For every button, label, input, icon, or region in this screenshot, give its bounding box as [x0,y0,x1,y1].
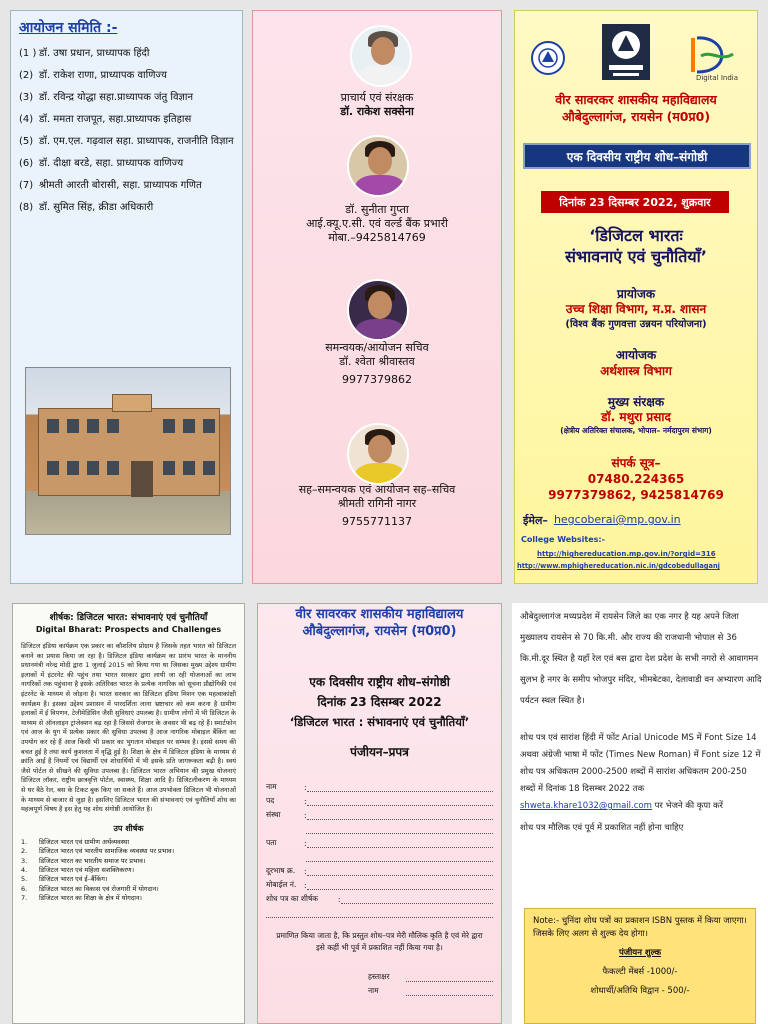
about-town: औबेदुल्लागंज मध्यप्रदेश में रायसेन जिले का एक नगर है यह अपने जिला मुख्यालय रायसेन से 70 कि.मी. और राज्य की राजधानी भोपाल से 36 कि.मी.दूर स्थित है यहाँ रेल एवं बस द्वारा देश प्रदेश के सभी नगरो से आवागमन सुलभ है नगर के समीप भोजपुर मंदिर, भीमबेटका, देलावाडी वन अभ्यारण आदि पर्यटन स्थल स्थित है। [520,612,762,706]
fee-scholar: शोधार्थी/अतिथि विद्वान - 500/- [590,986,690,996]
committee-list [19,47,236,214]
list-item: (8) डॉ. सुमित सिंह, क्रीडा अधिकारी [19,202,154,213]
cover-panel [514,10,758,584]
coordinator-name: डॉ. श्वेता श्रीवास्तव [339,355,415,368]
college-name: वीर सावरकर शासकीय महाविद्यालय [555,92,717,107]
mobile-field[interactable]: मोबाईल नं. : [266,876,493,890]
list-item: (6) डॉ. दीक्षा बरडे, सहा. प्राध्यापक वाणिज्य [19,158,184,169]
originality-note: शोध पत्र मौलिक एवं पूर्व में प्रकाशित नहीं होना चाहिए [520,823,684,833]
list-item: 6. डिजिटल भारत का विकास एवं रोजगारी में योगदान। [21,884,159,893]
websites-label: College Websites:- [521,535,605,544]
form-title: पंजीयन–प्रपत्र [350,745,409,759]
iqac-name: डॉ. सुनीता गुप्ता [345,203,409,216]
list-item: 7. डिजिटल भारत का शिक्षा के क्षेत्र में योगदान। [21,894,142,903]
college-location: औबेदुल्लागंज, रायसेन (म0प्र0) [302,624,457,639]
organizer-label: आयोजक [615,348,657,362]
iqac-photo [347,135,409,197]
topic-title-en: Digital Bharat: Prospects and Challenges [35,625,222,634]
digital-india-logo: Digital India [687,27,747,87]
note-box [524,908,756,1024]
co-coordinator-phone: 9755771137 [342,515,412,528]
submission-guidelines: शोध पत्र एवं सारांश हिंदी में फोंट Arial Unicode MS में Font Size 14 अथवा अंग्रेजी भाषा में फोंट (Times New Roman) में Font size 12 में शोध पत्र अधिकतम 2000-2500 शब्दों में सारांश अधिकतम 200-250 शब्दों में दिनांक 18 दिसम्बर 2022 तक shweta.khare1032@gmail.com पर भेजने की कृपा करें [520,733,761,811]
website-link-2[interactable]: http://www.mphighereducation.nic.in/gdcobedullaganj [517,562,720,570]
patron-name: डॉ. मथुरा प्रसाद [601,410,671,424]
institution-field-line2[interactable] [266,820,493,834]
registration-panel [257,603,502,1024]
theme-line1: ‘डिजिटल भारतः [589,226,683,245]
topic-description: डिजिटल इंडिया कार्यक्रम एक प्रकार का कौशलिय प्रोग्राम है जिसके तहत भारत को डिजिटल बनाने का प्रयास किया जा रहा है। डिजिटल इंडिया कार्यक्रम का प्रारंभ भारत के माननीय प्रधानमंत्री नरेन्द्र मोदी द्वारा 1 जुलाई 2015 को किया गया था जिसका मुख्य उद्देश्य ग्रामीण इलाकों में इंटरनेट की पहुंच तथा भारत सरकार द्वारा लायी जा रही योजनाओं का लाभ नागरिकों तक पहुंचाना है इसके अतिरिक्त भारत के प्रत्येक नागरिक को सूचना प्रौद्योगिकी एवं इंटरनेट के माध्यम से जोड़ना है। भारत सरकार का डिजिटल इंडिया मिशन एक महत्वाकांक्षी कार्यक्रम है। इसका उद्देश्य प्रशासन में पारदर्शिता लाना भ्रष्टाचार को कम करना है ग्रामीण इलाकों में ई विपणन, टेलीमेडिसिन जैसी सुविधाएं उपलब्ध है। ग्रामीण लोगों में भी डिजिटल के माध्यम से ऑनलाइन ट्रांजेक्शन बढ़ रहा है जिससे रोजगार के अवसर भी बढ़ रहे हैं। स्मार्टफोन एवं आज के युग में प्रत्येक प्रकार की सुविधा उपलब्ध है आज नागरिक मोबाइल बैंकिंग का उपयोग कर रहे हैं आज किसी भी प्रकार का भुगतान मोबाइल पर सम्भव है। इससे समय की बचत हुई है तथा कार्य कुशलता में वृद्धि हुई है। शिक्षा के क्षेत्र में डिजिटल इंडिया के माध्यम से क्रांति आई है नियमों एवं विद्यार्थी एवं शोधार्थियों में भी इसके प्रति जागरूकता बढ़ी है। स्वयं जैसे पोर्टल से सीखने की सुविधा उपलब्ध है। डिजिटल भारत अभियान की प्रमुख योजनाएं डिजिटल लॉकर, राष्ट्रीय छात्रवृत्ति पोर्टल, स्वास्थ्य, शिक्षा आदि है। डिजिटलीकरण के माध्यम से घर बैठे रेल, बस के टिकट बुक किए जा सकते हैं। आज उपभोक्ता डिजिटल भी योजनाओं के माध्यम से बाजार से जुड़ा है। इसलिए डिजिटल भारत की संभावनाएं एवं चुनौतियाँ शोध का महत्वपूर्ण विषय है इस हेतु यह शोध संगोष्ठी आयोजित है। [21,642,236,814]
college-location: औबेदुल्लागंज, रायसेन (म0प्र0) [561,109,711,124]
co-coordinator-photo [347,423,409,485]
iqac-mobile: मोबा.–9425814769 [328,231,426,244]
coordinator-role: समन्वयक/आयोजन सचिव [325,341,429,354]
phone-field[interactable]: दूरभाष क्र. : [266,862,493,876]
institution-field[interactable]: संस्था : [266,806,493,820]
subtopics-heading: उप शीर्षक [113,823,144,833]
list-item: 2. डिजिटल भारत एवं भारतीय सामाजिक व्यवस्था पर प्रभाव। [21,847,175,856]
co-coordinator-role: सह–समन्वयक एवं आयोजन सह–सचिव [298,483,456,496]
theme-line2: संभावनाएं एवं चुनौतियाँ’ [565,247,707,266]
subtopics-list [21,838,236,904]
university-logo [531,29,565,87]
fee-faculty: फैकल्टी मेंबर्स -1000/- [602,967,678,977]
college-building-photo [25,367,231,535]
address-field[interactable]: पता : [266,834,493,848]
event-banner: एक दिवसीय राष्ट्रीय शोध–संगोष्ठी [523,143,751,169]
fee-heading: पंजीयन शुल्क [618,948,662,958]
declaration-text: प्रमाणित किया जाता है, कि प्रस्तुत शोध–पत्र मेरी मौलिक कृति है एवं मेरे द्वारा इसे कहीं भी पूर्व में प्रकाशित नहीं किया गया है। [276,931,483,952]
paper-title-field-line2[interactable] [266,904,493,918]
list-item: (2) डॉ. राकेश राणा, प्राध्यापक वाणिज्य [19,70,167,81]
principal-role: प्राचार्य एवं संरक्षक [340,91,414,104]
info-panel [512,603,768,1024]
website-link-1[interactable]: http://highereducation.mp.gov.in/?orgid=316 [537,550,716,558]
list-item: (7) श्रीमती आरती बोरासी, सहा. प्राध्यापक गणित [19,180,202,191]
contact-phone-2: 9977379862, 9425814769 [548,488,724,502]
list-item: (3) डॉ. रविन्द्र योद्धा सहा.प्राध्यापक जंतु विज्ञान [19,92,194,103]
co-coordinator-name: श्रीमती रागिनी नागर [337,497,417,510]
email-label: ईमेल– [523,514,548,527]
organizer-name: अर्थशास्त्र विभाग [600,364,672,378]
committee-panel [10,10,243,584]
list-item: 4. डिजिटल भारत एवं महिला सशक्तिकरण। [21,865,135,874]
organizers-panel [252,10,502,584]
publication-note: Note:- चुनिंदा शोध पत्रों का प्रकाशन ISBN पुस्तक में किया जाएगा। जिसके लिए अलग से शुल्क देय होगा। [533,916,747,939]
contact-label: संपर्क सूत्र– [611,456,661,470]
event-title: एक दिवसीय राष्ट्रीय शोध–संगोष्ठी [309,675,450,689]
list-item: 5. डिजिटल भारत एवं ई–बैंकिंग। [21,875,108,884]
designation-field[interactable]: पद : [266,792,493,806]
patron-sub: (क्षेत्रीय अतिरिक्त संचालक, भोपाल– नर्मदापुरम संभाग) [560,426,712,435]
date-banner: दिनांक 23 दिसम्बर 2022, शुक्रवार [541,191,729,213]
signature-field[interactable]: हस्ताक्षर [368,968,493,982]
higher-education-logo [601,17,651,87]
committee-heading: आयोजन समिति :- [19,20,118,36]
event-date: दिनांक 23 दिसम्बर 2022 [317,695,442,709]
contact-phone-1: 07480.224365 [587,472,685,486]
sponsor-sub: (विश्व बैंक गुणवत्ता उन्नयन परियोजना) [565,319,707,330]
list-item: (4) डॉ. ममता राजपूत, सहा.प्राध्यापक इतिहास [19,114,192,125]
topic-panel [12,603,245,1024]
sponsor-name: उच्च शिक्षा विभाग, म.प्र. शासन [565,302,707,316]
signature-name-field[interactable]: नाम [368,982,493,996]
sponsor-label: प्रायोजक [616,287,656,301]
college-name: वीर सावरकर शासकीय महाविद्यालय [295,607,464,622]
event-theme: ‘डिजिटल भारत : संभावनाएं एवं चुनौतियाँ’ [289,715,470,729]
list-item: 1. डिजिटल भारत एवं ग्रामीण अर्थव्यवस्था [21,837,130,846]
paper-title-field[interactable]: शोध पत्र का शीर्षक : [266,890,493,904]
coordinator-phone: 9977379862 [342,373,412,386]
list-item: (5) डॉ. एम.एल. गढ़वाल सहा. प्राध्यापक, राजनीति विज्ञान [19,136,234,147]
email-link[interactable]: hegcoberai@mp.gov.in [553,513,681,526]
list-item: 3. डिजिटल भारत का भारतीय समाज पर प्रभाव। [21,856,146,865]
principal-photo [350,25,412,87]
name-field[interactable]: नाम : [266,778,493,792]
list-item: (1 ) डॉ. उषा प्रधान, प्राध्यापक हिंदी [19,48,150,59]
topic-title: शीर्षक: डिजिटल भारत: संभावनाएं एवं चुनौतियाँ [49,613,208,623]
coordinator-photo [347,279,409,341]
address-field-line2[interactable] [266,848,493,862]
patron-label: मुख्य संरक्षक [607,395,665,409]
submission-email-link[interactable]: shweta.khare1032@gmail.com [520,801,652,811]
iqac-role: आई.क्यू.ए.सी. एवं वर्ल्ड बैंक प्रभारी [306,217,448,230]
principal-name: डॉ. राकेश सक्सेना [340,105,414,118]
